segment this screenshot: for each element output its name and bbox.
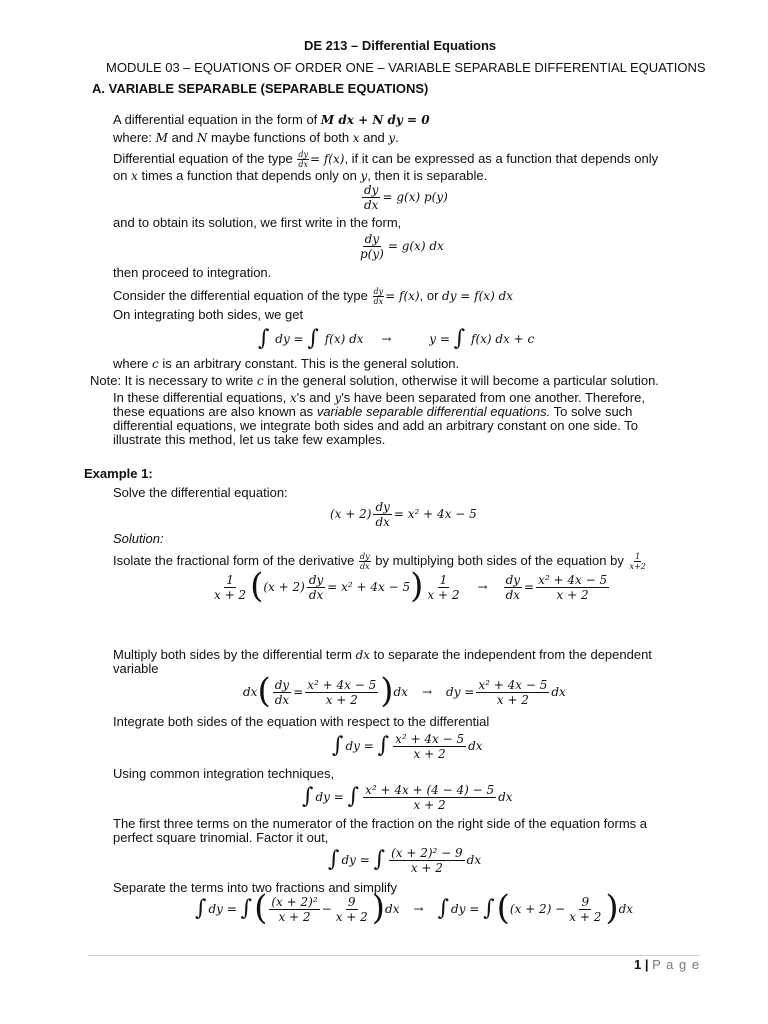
equation-step-3: ∫ dy = ∫ $\frac{\text{x² + 4x − 5}}{x + 2}$ dx [332,732,483,761]
solution-step-4: Using common integration techniques, [113,766,335,781]
example-1-heading: Example 1: [84,466,153,481]
section-heading: A. VARIABLE SEPARABLE (SEPARABLE EQUATIONS) [92,81,429,96]
page-number: 1 [634,957,642,972]
para-line-3: differential equations, we integrate both sides and add an arbitrary constant on one side. To [113,418,638,433]
module-title: MODULE 03 – EQUATIONS OF ORDER ONE – VARIABLE SEPARABLE DIFFERENTIAL EQUATIONS [106,60,706,75]
example-1-prompt: Solve the differential equation: [113,485,288,500]
solution-step-5: The first three terms on the numerator of the fraction on the right side of the equation forms a [113,816,648,831]
intro-line-2: where: M and N maybe functions of both x and y. [113,130,399,145]
intro-line-1: A differential equation in the form of M dx + N dy = 0 [113,112,430,127]
document-title: DE 213 – Differential Equations [304,38,497,53]
page-footer: 1 | P a g e [634,957,701,972]
para-line-2: these equations are also known as variable separable differential equations. To solve such [113,404,633,419]
equation-example-1: (x + 2) $\frac{dy}{dx}$ = x² + 4x − 5 [330,500,477,529]
solution-step-3: Integrate both sides of the equation with respect to the differential [113,714,490,729]
solution-step-6: Separate the terms into two fractions and simplify [113,880,397,895]
equation-separable-form: $\frac{dy}{dx}$ = g(x) p(y) [364,183,448,212]
intro-line-3: Differential equation of the type $\frac{dy}{dx}$ = f(x), if it can be expressed as a function that depends only [113,150,659,169]
para-line-1: In these differential equations, x's and y's have been separated from one another. Therefore, [113,390,645,405]
note-line: Note: It is necessary to write c in the general solution, otherwise it will become a particular solution. [90,373,659,388]
intro-line-5: and to obtain its solution, we first write in the form, [113,215,402,230]
para-line-4: illustrate this method, let us take few examples. [113,432,386,447]
equation-step-6: ∫ dy = ∫( $\frac{\text{(x + 2)²}}{x + 2}$ − $\frac{9}{x + 2}$ )dx → ∫ dy = ∫((x + 2) − $\frac{9}{x + 2}$ )dx [195,887,634,928]
solution-step-2: Multiply both sides by the differential term dx to separate the independent from the dependent [113,647,652,662]
equation-integrate-both-sides: ∫ dy = ∫ f(x) dx → y = ∫ f(x) dx + c [258,326,535,351]
solution-step-1: Isolate the fractional form of the derivative $\frac{dy}{dx}$ by multiplying both sides of the equation by $\frac{1}{x+2}$ [113,552,646,571]
equation-rearranged: $\frac{dy}{p(y)}$ = g(x) dx [360,232,444,261]
intro-line-7: Consider the differential equation of the type $\frac{dy}{dx}$ = f(x), or dy = f(x) dx [113,287,514,306]
equation-step-2: dx( $\frac{dy}{dx}$ = $\frac{\text{x² + 4x − 5}}{x + 2}$ )dx → dy = $\frac{\text{x² + 4x − 5}}{x + 2}$ dx [243,670,566,711]
page-label: P a g e [652,957,701,972]
intro-line-9: where c is an arbitrary constant. This is the general solution. [113,356,460,371]
equation-step-4: ∫ dy = ∫ $\frac{\text{x² + 4x + (4 − 4) − 5}}{x + 2}$ dx [302,783,513,812]
equation-step-1: $\frac{1}{x + 2}$ ((x + 2) $\frac{dy}{dx}$ = x² + 4x − 5) $\frac{1}{x + 2}$ → $\frac{dy}{dx}$ = $\frac{\text{x² + 4x − 5}}{x + 2}$ [214,565,608,606]
solution-step-5-cont: perfect square trinomial. Factor it out, [113,830,329,845]
solution-label: Solution: [113,531,164,546]
intro-line-6: then proceed to integration. [113,265,272,280]
intro-line-4: on x times a function that depends only on y, then it is separable. [113,168,488,183]
footer-divider [88,955,700,956]
equation-step-5: ∫ dy = ∫ $\frac{\text{(x + 2)² − 9}}{x + 2}$ dx [328,846,482,875]
intro-line-8: On integrating both sides, we get [113,307,304,322]
general-form-equation: M dx + N dy = 0 [320,113,430,127]
solution-step-2-cont: variable [113,661,159,676]
